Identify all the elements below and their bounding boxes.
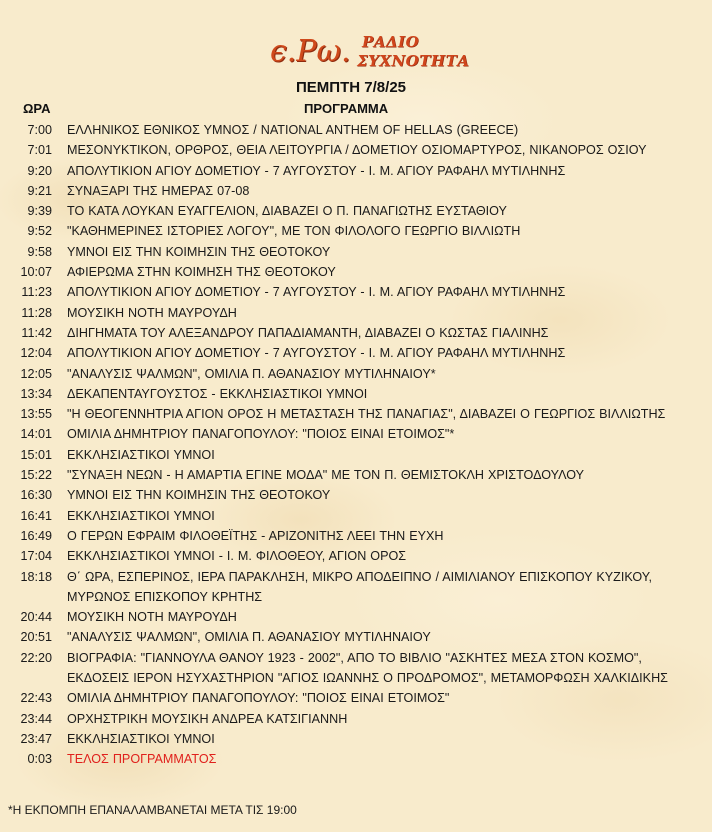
schedule-program: Ο ΓΕΡΩΝ ΕΦΡΑΙΜ ΦΙΛΟΘΕΪΤΗΣ - ΑΡΙΖΟΝΙΤΗΣ ΛΕΕΙ ΤΗΝ ΕΥΧΗ (67, 528, 444, 543)
schedule-date (0, 79, 712, 96)
schedule-time: 12:05 (20, 366, 52, 381)
schedule-time: 15:22 (20, 468, 52, 483)
schedule-time: 7:01 (27, 143, 52, 158)
schedule-program: ΕΚΚΛΗΣΙΑΣΤΙΚΟΙ ΥΜΝΟΙ (67, 447, 215, 462)
schedule-row (0, 688, 712, 708)
column-header-time: ΩΡΑ (23, 101, 51, 116)
schedule-time: 23:47 (20, 731, 52, 746)
schedule-time: 0:03 (27, 752, 52, 767)
schedule-row (0, 404, 712, 424)
schedule-program: ΟΜΙΛΙΑ ΔΗΜΗΤΡΙΟΥ ΠΑΝΑΓΟΠΟΥΛΟΥ: "ΠΟΙΟΣ ΕΙΝΑΙ ΕΤΟΙΜΟΣ"* (67, 427, 455, 442)
logo-line-radio: ΡΑΔΙΟ (362, 33, 420, 51)
schedule-time: 20:44 (20, 610, 52, 625)
schedule-program: ΕΚΚΛΗΣΙΑΣΤΙΚΟΙ ΥΜΝΟΙ (67, 731, 215, 746)
schedule-row (0, 749, 712, 769)
schedule-time: 15:01 (20, 447, 52, 462)
schedule-row (0, 384, 712, 404)
schedule-row (0, 161, 712, 181)
schedule-row (0, 242, 712, 262)
schedule-program: "ΑΝΑΛΥΣΙΣ ΨΑΛΜΩΝ", ΟΜΙΛΙΑ Π. ΑΘΑΝΑΣΙΟΥ ΜΥΤΙΛΗΝΑΙΟΥ* (67, 366, 436, 381)
schedule-time: 9:20 (27, 163, 52, 178)
logo-mark: є.Ρω. (270, 34, 351, 69)
schedule-row (0, 120, 712, 140)
schedule-program: ΔΕΚΑΠΕΝΤΑΥΓΟΥΣΤΟΣ - ΕΚΚΛΗΣΙΑΣΤΙΚΟΙ ΥΜΝΟΙ (67, 386, 368, 401)
schedule-time: 16:49 (20, 528, 52, 543)
schedule-program: ΔΙΗΓΗΜΑΤΑ ΤΟΥ ΑΛΕΞΑΝΔΡΟΥ ΠΑΠΑΔΙΑΜΑΝΤΗ, ΔΙΑΒΑΖΕΙ Ο ΚΩΣΤΑΣ ΓΙΑΛΙΝΗΣ (67, 325, 549, 340)
schedule-program: ΥΜΝΟΙ ΕΙΣ ΤΗΝ ΚΟΙΜΗΣΙΝ ΤΗΣ ΘΕΟΤΟΚΟΥ (67, 244, 331, 259)
schedule-row (0, 709, 712, 729)
schedule-program: ΜΟΥΣΙΚΗ ΝΟΤΗ ΜΑΥΡΟΥΔΗ (67, 610, 237, 625)
schedule-program: "ΣΥΝΑΞΗ ΝΕΩΝ - Η ΑΜΑΡΤΙΑ ΕΓΙΝΕ ΜΟΔΑ" ΜΕ ΤΟΝ Π. ΘΕΜΙΣΤΟΚΛΗ ΧΡΙΣΤΟΔΟΥΛΟΥ (67, 468, 585, 483)
schedule-row (0, 567, 712, 608)
station-logo (268, 30, 498, 82)
schedule-program: ΕΛΛΗΝΙΚΟΣ ΕΘΝΙΚΟΣ ΥΜΝΟΣ / NATIONAL ANTHEM OF HELLAS (GREECE) (67, 123, 519, 137)
schedule-program: "ΑΝΑΛΥΣΙΣ ΨΑΛΜΩΝ", ΟΜΙΛΙΑ Π. ΑΘΑΝΑΣΙΟΥ ΜΥΤΙΛΗΝΑΙΟΥ (67, 630, 431, 645)
schedule-program: ΒΙΟΓΡΑΦΙΑ: "ΓΙΑΝΝΟΥΛΑ ΘΑΝΟΥ 1923 - 2002", ΑΠΟ ΤΟ ΒΙΒΛΙΟ "ΑΣΚΗΤΕΣ ΜΕΣΑ ΣΤΟΝ ΚΟΣΜΟ", ΕΚΔΟΣΕΙΣ ΙΕΡΟΝ ΗΣΥΧΑΣΤΗΡΙΟΝ "ΑΓΙΟΣ ΙΩΑΝΝΗΣ Ο ΠΡΟΔΡΟΜΟΣ", ΜΕΤΑΜΟΡΦΩΣΗ ΧΑΛΚΙΔΙΚΗΣ (67, 650, 668, 686)
schedule-time: 11:42 (21, 325, 52, 340)
schedule-time: 11:23 (21, 285, 52, 300)
schedule-row (0, 546, 712, 566)
schedule-program: ΜΕΣΟΝΥΚΤΙΚΟΝ, ΟΡΘΡΟΣ, ΘΕΙΑ ΛΕΙΤΟΥΡΓΙΑ / ΔΟΜΕΤΙΟΥ ΟΣΙΟΜΑΡΤΥΡΟΣ, ΝΙΚΑΝΟΡΟΣ ΟΣΙΟΥ (67, 143, 647, 158)
schedule-program: "ΚΑΘΗΜΕΡΙΝΕΣ ΙΣΤΟΡΙΕΣ ΛΟΓΟΥ", ΜΕ ΤΟΝ ΦΙΛΟΛΟΓΟ ΓΕΩΡΓΙΟ ΒΙΛΛΙΩΤΗ (67, 224, 521, 239)
schedule-date-text: ΠΕΜΠΤΗ 7/8/25 (295, 79, 407, 96)
schedule-row (0, 465, 712, 485)
schedule-row (0, 607, 712, 627)
schedule-time: 9:52 (27, 224, 52, 239)
schedule-row (0, 181, 712, 201)
schedule-row (0, 282, 712, 302)
schedule-row (0, 221, 712, 241)
schedule-time: 22:20 (20, 650, 52, 665)
schedule-program: "Η ΘΕΟΓΕΝΝΗΤΡΙΑ ΑΓΙΟΝ ΟΡΟΣ Η ΜΕΤΑΣΤΑΣΗ ΤΗΣ ΠΑΝΑΓΙΑΣ", ΔΙΑΒΑΖΕΙ Ο ΓΕΩΡΓΙΟΣ ΒΙΛΛΙΩΤΗΣ (67, 407, 666, 422)
schedule-time: 16:30 (20, 488, 52, 503)
schedule-program: ΑΠΟΛΥΤΙΚΙΟΝ ΑΓΙΟΥ ΔΟΜΕΤΙΟΥ - 7 ΑΥΓΟΥΣΤΟΥ - Ι. Μ. ΑΓΙΟΥ ΡΑΦΑΗΛ ΜΥΤΙΛΗΝΗΣ (67, 163, 566, 178)
schedule-program: ΥΜΝΟΙ ΕΙΣ ΤΗΝ ΚΟΙΜΗΣΙΝ ΤΗΣ ΘΕΟΤΟΚΟΥ (67, 488, 331, 503)
schedule-time: 20:51 (20, 630, 52, 645)
schedule-list (0, 120, 712, 770)
schedule-time: 16:41 (20, 508, 52, 523)
schedule-time: 10:07 (20, 265, 52, 280)
schedule-program: ΕΚΚΛΗΣΙΑΣΤΙΚΟΙ ΥΜΝΟΙ - Ι. Μ. ΦΙΛΟΘΕΟΥ, ΑΓΙΟΝ ΟΡΟΣ (67, 549, 407, 564)
schedule-row (0, 140, 712, 160)
schedule-row (0, 364, 712, 384)
schedule-time: 18:18 (20, 569, 52, 584)
schedule-program: ΟΜΙΛΙΑ ΔΗΜΗΤΡΙΟΥ ΠΑΝΑΓΟΠΟΥΛΟΥ: "ΠΟΙΟΣ ΕΙΝΑΙ ΕΤΟΙΜΟΣ" (67, 691, 450, 706)
schedule-row (0, 485, 712, 505)
schedule-program: ΤΕΛΟΣ ΠΡΟΓΡΑΜΜΑΤΟΣ (67, 752, 217, 767)
schedule-time: 9:39 (27, 204, 52, 219)
schedule-time: 23:44 (20, 711, 52, 726)
schedule-time: 22:43 (20, 691, 52, 706)
schedule-time: 12:04 (20, 346, 52, 361)
schedule-time: 13:55 (20, 407, 52, 422)
footnote: *Η ΕΚΠΟΜΠΗ ΕΠΑΝΑΛΑΜΒΑΝΕΤΑΙ ΜΕΤΑ ΤΙΣ 19:00 (8, 803, 297, 817)
schedule-program: ΑΦΙΕΡΩΜΑ ΣΤΗΝ ΚΟΙΜΗΣΗ ΤΗΣ ΘΕΟΤΟΚΟΥ (67, 265, 336, 280)
schedule-row (0, 343, 712, 363)
column-header-program: ΠΡΟΓΡΑΜΜΑ (304, 101, 389, 116)
schedule-program: Θ΄ ΩΡΑ, ΕΣΠΕΡΙΝΟΣ, ΙΕΡΑ ΠΑΡΑΚΛΗΣΗ, ΜΙΚΡΟ ΑΠΟΔΕΙΠΝΟ / ΑΙΜΙΛΙΑΝΟΥ ΕΠΙΣΚΟΠΟΥ ΚΥΖΙΚΟΥ, ΜΥΡΩΝΟΣ ΕΠΙΣΚΟΠΟΥ ΚΡΗΤΗΣ (67, 569, 653, 604)
schedule-program: ΜΟΥΣΙΚΗ ΝΟΤΗ ΜΑΥΡΟΥΔΗ (67, 305, 237, 320)
logo-line-frequency: ΣΥΧΝΟΤΗΤΑ (357, 52, 470, 70)
schedule-program: ΟΡΧΗΣΤΡΙΚΗ ΜΟΥΣΙΚΗ ΑΝΔΡΕΑ ΚΑΤΣΙΓΙΑΝΝΗ (67, 711, 348, 726)
schedule-row (0, 424, 712, 444)
schedule-row (0, 262, 712, 282)
schedule-row (0, 445, 712, 465)
schedule-row (0, 506, 712, 526)
schedule-row (0, 648, 712, 689)
schedule-row (0, 526, 712, 546)
schedule-program: ΤΟ ΚΑΤΑ ΛΟΥΚΑΝ ΕΥΑΓΓΕΛΙΟΝ, ΔΙΑΒΑΖΕΙ Ο Π. ΠΑΝΑΓΙΩΤΗΣ ΕΥΣΤΑΘΙΟΥ (67, 204, 507, 219)
schedule-program: ΑΠΟΛΥΤΙΚΙΟΝ ΑΓΙΟΥ ΔΟΜΕΤΙΟΥ - 7 ΑΥΓΟΥΣΤΟΥ - Ι. Μ. ΑΓΙΟΥ ΡΑΦΑΗΛ ΜΥΤΙΛΗΝΗΣ (67, 346, 566, 361)
schedule-program: ΕΚΚΛΗΣΙΑΣΤΙΚΟΙ ΥΜΝΟΙ (67, 508, 215, 523)
schedule-row (0, 729, 712, 749)
schedule-time: 9:21 (27, 183, 52, 198)
schedule-time: 11:28 (21, 305, 52, 320)
schedule-row (0, 201, 712, 221)
schedule-program: ΑΠΟΛΥΤΙΚΙΟΝ ΑΓΙΟΥ ΔΟΜΕΤΙΟΥ - 7 ΑΥΓΟΥΣΤΟΥ - Ι. Μ. ΑΓΙΟΥ ΡΑΦΑΗΛ ΜΥΤΙΛΗΝΗΣ (67, 285, 566, 300)
schedule-time: 7:00 (27, 123, 52, 137)
schedule-row (0, 627, 712, 647)
schedule-time: 9:58 (27, 244, 52, 259)
schedule-time: 13:34 (20, 386, 52, 401)
schedule-row (0, 323, 712, 343)
schedule-time: 17:04 (20, 549, 52, 564)
schedule-row (0, 303, 712, 323)
schedule-program: ΣΥΝΑΞΑΡΙ ΤΗΣ ΗΜΕΡΑΣ 07-08 (67, 183, 250, 198)
schedule-time: 14:01 (20, 427, 52, 442)
